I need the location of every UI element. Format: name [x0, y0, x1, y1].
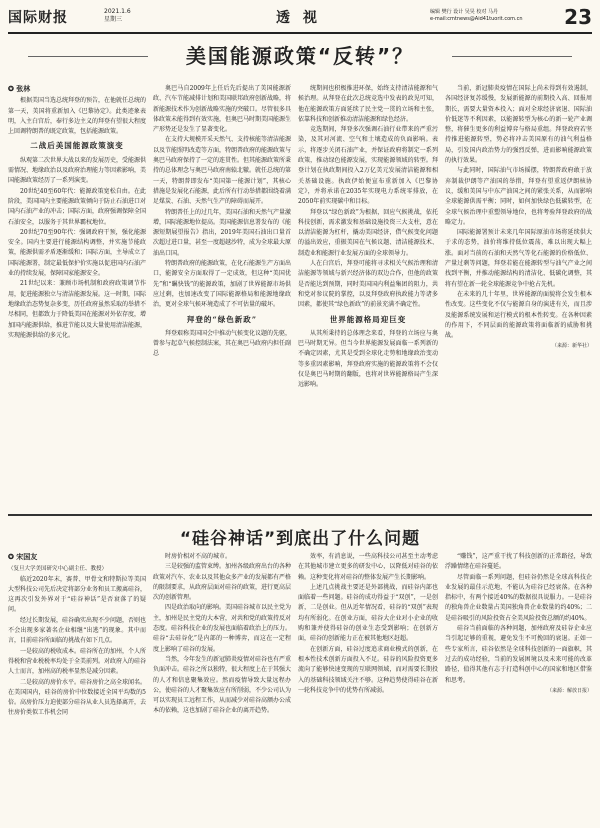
paragraph: 根据美国当选总统拜登的预告，在他就任总统的第一天，美国将重新加入《巴黎协定》。此类迹象表明，入主白宫后，奉行多边主义的拜登有望很大程度上回调特朗普的既定政策，包括能源政策。: [8, 97, 146, 136]
paragraph: 20世纪70至90年代：强调政府干预，强化能源安全。国内主要进行能源结构调整，并实施节能政策，能源供需矛盾逐渐缓和；国际方面，主导成立了国际能源署，制定最低保护价实施以促进国内石油产业的持续发展，保障国家能源安全。: [8, 228, 146, 278]
subhead: 拜登的“绿色新政”: [186, 314, 258, 324]
article2-col1-body: [8, 575, 146, 719]
article2-col2-body: [153, 552, 291, 717]
editor-line: 编辑 樊行 设计 吴昊 校对 马丹: [430, 9, 498, 15]
section-title: 透 视: [276, 10, 321, 26]
paragraph: 从其所秉持的总体理念来看，拜登的立场应与奥巴马时期无异。但当今世界能源发展面临一系列新的不确定因素，尤其是受到全球化走势和地缘政治变动等多重因素影响，拜登政府实施的能源政策将不会仅仅是奥巴马时期的翻版，也将对世界能源格局产生深远影响。: [298, 329, 438, 389]
paragraph: 特朗普政府的能源政策，在化石能源生产方面出口，能源安全方面取得了一定成效，但这种“美国优先”和“瞩快钱”的能源政策，加剧了世界能源市场供应过剩，也加速改变了国际能源格局和能源地缘政治，更对全球气候环境造成了不可估量的破坏。: [153, 260, 291, 309]
article2-col3-body: [298, 552, 438, 696]
page-number: 23: [564, 5, 592, 29]
paragraph: 效率，有消息说，一些高科技公司甚至主动考虑在其他城市建立更多的研发中心，以降低对硅谷的依赖。这种变化将对硅谷的整体发展产生长期影响。: [298, 553, 438, 581]
paragraph: 尽管面临一系列问题，但硅谷仍然是全球高科技企业发展的最佳示范地，不能认为硅谷已经衰落。在各种指标中，有两个接近40%的数据很具说服力。一是硅谷的独角兽企业数量占美国独角兽企业数量的约40%；二是硅谷吸引的风险投资占全美风险投资总额的约40%。: [445, 573, 592, 622]
newspaper-logo: 国际财报: [8, 10, 68, 26]
issue-date-block: [104, 8, 131, 24]
paragraph: 经过长期发展，硅谷确实出现不少问题，否则也不会出现多家著名企业相继“出逃”的现象。其中而言，目前硅谷所面临的挑战有如下几点。: [8, 616, 146, 645]
issue-weekday: 星期三: [104, 16, 123, 23]
headline-rule-right: [452, 56, 572, 57]
source-note: （来源：解放日报）: [546, 687, 592, 694]
masthead-rule: [8, 32, 592, 34]
article2-column-1: [8, 552, 146, 824]
paragraph: 拜登艰称美国国会中推动气候变化议题的先驱，曾参与起草气候控制法案，其在奥巴马政府内担任副总: [153, 329, 291, 358]
article2-byline-sub: （复旦大学美国研究中心副主任、教授）: [8, 566, 108, 573]
email-line: e-mail:cmtnews@Aid41tuorit.com.cn: [430, 16, 523, 22]
article-divider: [8, 514, 592, 516]
paragraph: 奥巴马自2009年上任后先后提出了美国能源新政、汽车节能减排计划和美国联邦政府创新战略，将新能源技术作为创新战略实施的突破口。尽管很多具体政策未能得到有效实施，但奥巴马时期美国能源生产形势还是发生了显著变化。: [153, 85, 291, 134]
paragraph: “赚钱”，这严重干扰了科技创新的正常路径，导致浮躁情绪在硅谷蔓延。: [445, 553, 592, 571]
paragraph: 在未来的几十年里，世界能源的面貌将会发生根本性改变。这些变化不仅与能源自身的演进有关，而且涉及能源系统发展和运行模式的根本性转变。在各种因素的作用下，不同层面的能源政策将面临新的威胁和挑战。: [445, 290, 592, 340]
article1-column-1: [8, 84, 146, 508]
paragraph: 时房价相对不高的城市。: [165, 553, 232, 560]
article2-byline: ✪ 宋国友: [8, 552, 38, 561]
paragraph: 特朗普任上的过几年，美国石油和天然气产量激增，国际能源地位提高。美国能源信息署发布的《能源短期展望报告》指出，2019年美国石油出口量首次超过进口量，甚至一度超越沙特，成为全球最大原油出口国。: [153, 208, 291, 257]
article1-column-4: [445, 84, 592, 508]
paragraph: 四是政治取向的影响。美国硅谷城市以民主党为主，加州是民主党的大本营，对共和党的政策持反对态度。硅谷科技企业的发展也面临着政治上的压力。硅谷“去硅谷化”是内部的一种博弈，而这在一定程度上影响了硅谷的发展。: [153, 604, 291, 653]
paragraph: 三是较强的监管束缚。加州各级政府出台的各种政策对汽车、农业以及其他众多产业的发展都有严格的限制要求，从政府层面对硅谷的政策，进行更高层次的创新管理。: [153, 563, 291, 602]
paragraph: 硅谷当前面临的各种问题，加州政府及硅谷企业应当引起足够的重视，避免发生不可挽回的衰退。正如一些专家所言，硅谷依然是全球科技创新的一面旗帜，其过去的成功经验，当前的发展困境以及未来可能的改革路径，值得其他有志于打造科创中心的国家和地区借鉴和思考。: [445, 625, 592, 684]
paragraph: 一是较高的税收成本。硅谷所在的加州，个人所得税和营业税税率均处于全美前列。对政府入的硅谷人士而言，加州高的税率显然是减分因素。: [8, 647, 146, 676]
article1-column-3: [298, 84, 438, 508]
subhead: 世界能源格局迎巨变: [329, 314, 407, 324]
paragraph: 统期间也积极推进环保，始终支持清洁能源和气候治理。从拜登在此次总统竞选中发表的政见可知，他在能源政策方面延续了民主党一贯的立场和主张，依靠科技和创新推动清洁能源和绿色经济。: [298, 85, 438, 123]
issue-date: 2021.1.6: [104, 8, 131, 15]
paragraph: 临近2020年末，赛普、甲骨文和特斯拉等美国大型科技公司先后决定将部分业务和员工搬离硅谷，这再次引发外界对于“硅谷神话”是否衰落了的疑问。: [8, 575, 146, 614]
paragraph: 当然，今年发生的新冠肺炎疫情对硅谷也有严重负面冲击。硅谷之所以独特，很大程度上在于其强大的人才和信息聚集效应。然而疫情导致大量远程办公，使硅谷的人才聚集效应有所削弱，不少公司认为可以实现员工远程工作，从而减少对硅谷高额办公成本的依赖，这也加剧了硅谷企业的离开趋势。: [153, 655, 291, 715]
article1-col1-body: [8, 96, 146, 341]
paragraph: 纵观第二次世界大战以来的发展历史，受能源供需情况、地缘政治以及政府治理能力等因素影响，美国能源政策经历了一系列演变。: [8, 156, 146, 185]
article2-col4-body: [445, 552, 592, 696]
paragraph: 当前，新冠肺炎疫情在国际上尚未得到有效遏制，各国经济复苏缓慢，发展新能源的前期投入高、回报周期长，需要大量资本投入；面对全球经济衰退、国际油价低迷等不利因素，以能源转型为核心的新一轮产业调整，将催生更多的利益博弈与格局重组。拜登政府若坚持推进能源转型，势必将冲击美国原有的油气利益格局，引发国内政治势力的强烈反弹，进而影响能源政策的执行效果。: [445, 85, 592, 165]
paragraph: 在创新方面，硅谷过度追求商业模式的创新，在根本性技术创新方面投入不足。硅谷的风险投资更多流向了能够快速变现的互联网领域，而对需要长期投入的基础科技领域关注不够。这种趋势使得硅谷在新一轮科技竞争中的优势有所减弱。: [298, 645, 438, 694]
paragraph: 在支持大规模开采天然气、支持核能等清洁能源以及节能照明改造等方面，特朗普政府的能源政策与奥巴马政府保持了一定的连贯性。但其能源政策所秉持的总体理念与奥巴马政府南辕北辙。就任总统的第一天，特朗普即发布“美国第一能源计划”，其核心措施是发展化石能源，此后所有行动举措都围绕着满足煤炭、石油、天然气生产的障碍而展开。: [153, 136, 291, 206]
editorial-info: [430, 9, 523, 23]
paragraph: 竞选期间，拜登多次强调石油行业带来的严重污染，及其对河流、空气和土壤造成的负面影响。表示，将逐步关闭石油产业，并保证政府将制定一系列政策，推动绿色能源发展，实现能源领域的转型。拜登计划在执政期间投入2万亿美元发展清洁能源和相关基础设施。执政伊始便宣布重新加入《巴黎协定》，并将承诺在2035年实现电力系统零排放，在2050年前实现碳中和目标。: [298, 126, 438, 206]
paragraph: 20世纪40至60年代：能源政策宽松自由。在此阶段，美国国内主要能源政策倾向于防止石油进口对国内石油产业的冲击；国际方面，政府强调保障全国石油安全，以服务于其世界霸权地位。: [8, 187, 146, 226]
article1-col2-body: [153, 84, 291, 360]
article1-column-2: [153, 84, 291, 508]
paragraph: 拜登以“绿色新政”为根据，回应气候挑战，依托科技创新，需求激发和基础设施投资三大支柱，意在以清洁能源为杠杆，撬动美国经济，借气候变化问题的溢出效应，重振美国在气候议题、清洁能源技术、制造业和能源行业发展方面的全球领导力。: [298, 208, 438, 257]
paragraph: 二是较高的房价水平。硅谷房价之高全球闻名。在美国国内，硅谷的房价中位数接近全国平均数的5倍。高房价压力迫使部分硅谷从业人员选择离开，去往房价类似工作机会同: [8, 678, 146, 717]
article2-column-3: [298, 552, 438, 824]
article2-column-2: [153, 552, 291, 824]
article1-col3-body: [298, 84, 438, 391]
article2-column-4: [445, 552, 592, 824]
paragraph: 21世纪以来：兼顾市场机制和政府政策调节作用，促进能源独立与清洁能源发展。这一时期，国际地缘政治态势复杂多变，历任政府虽然采取的举措不尽相同，但都致力于降低美国在能源对外依存度，增加国内能源供给，推进节能以及大量使用清洁能源，实现能源供给的多元化。: [8, 280, 146, 339]
masthead: [8, 6, 592, 32]
article1-byline: ✪ 张林: [8, 84, 31, 93]
paragraph: 人在白宫后，拜登可能将寻求相关气候治理和清洁能源等领域与新兴经济体的双边合作，但他的政策是否能达到预期，同时美国国内利益集团的阻力，共和党对参议院的掌控，以及拜登政府执政能力等诸多因素，都使其“绿色新政”的前景充满不确定性。: [298, 260, 438, 309]
paragraph: 与此同时，国际油气市场摇摆，特朗普政府敢于放弃制裁伊朗等产油国的举措，拜登有望重返伊朗核协议，缓和美国与中东产油国之间的紧张关系，从而影响全球能源供需平衡；同时，如何加快绿色低碳转型，在全球气候治理中重塑领导地位，也将考验拜登政府的战略定力。: [445, 167, 592, 226]
article2-title: “硅谷神话”到底出了什么问题: [179, 529, 421, 549]
article1-title: 美国能源政策“反转”？: [185, 44, 415, 68]
article1-col4-body: [445, 84, 592, 352]
subhead: 二战后美国能源政策演变: [30, 141, 124, 151]
source-note: （来源：新华社）: [551, 343, 592, 350]
paragraph: 国际能源署预计未来几年国际原油市场将延续供大于求的态势，油价将维持低位震荡，难以出现大幅上涨。面对当前的石油和天然气等化石能源的价格低位、产量过剩等问题，拜登若能在能源转型与油气产业之间找到平衡，并推动能源结构的清洁化、低碳化调整，其将有望在新一轮全球能源竞争中抢占先机。: [445, 229, 592, 288]
paragraph: 上述几点挑战主要还是外部挑战，而硅谷内部也面临着一些问题。硅谷的成功得益于“双创”，一是创新，二是创业。但从近年情况看，硅谷的“双创”表现均有所弱化。在创业方面，硅谷大企业对小企业的收购和兼并使得硅谷的创业生态受到影响；在创新方面，硅谷的创新能力正在被其他地区赶超。: [298, 583, 438, 643]
